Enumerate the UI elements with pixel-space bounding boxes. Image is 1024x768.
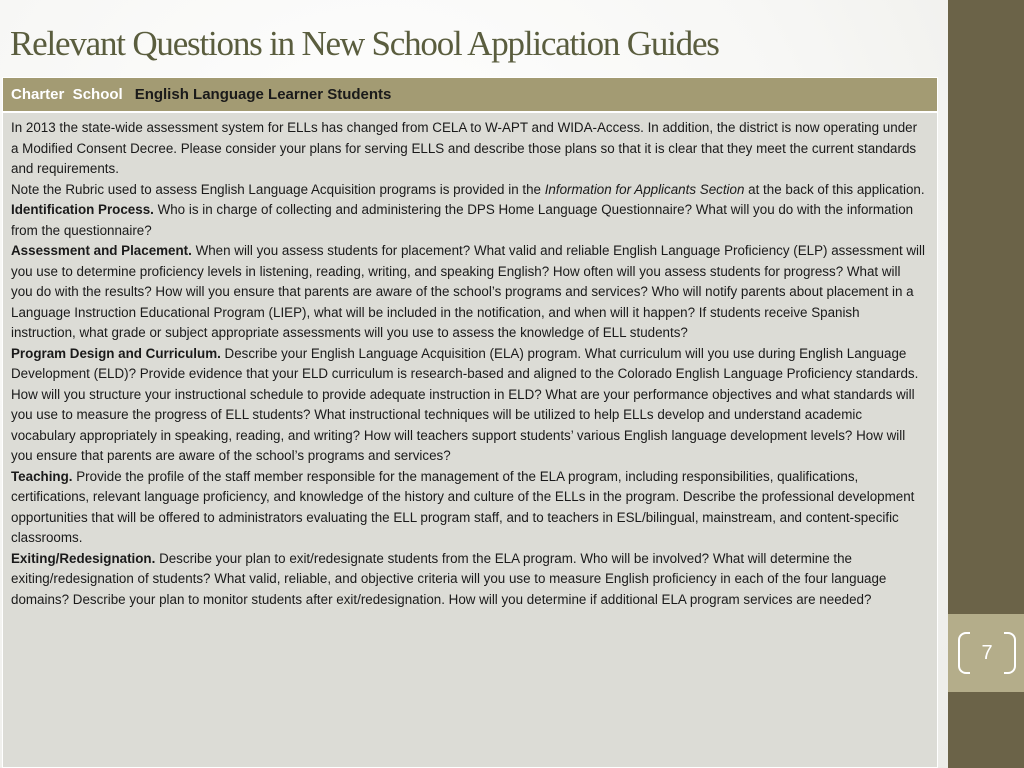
rubric-note xyxy=(11,180,925,201)
section-assessment xyxy=(11,241,925,344)
section-text: Describe your English Language Acquisition (ELA) program. What curriculum will you use during English Language Development (ELD)? Provide evidence that your ELD curriculum is research-based and aligned to the Colorado English Language Proficiency standards. How will you structure your instructional schedule to provide adequate instruction in ELD? What are your performance objectives and what standards will you use to measure the progress of ELL students? What instructional techniques will be utilized to help ELLs develop and understand academic vocabulary appropriately in speaking, reading, and writing? How will teachers support students’ various English language development levels? How will you ensure that parents are aware of the school’s programs and services? xyxy=(11,345,919,463)
table-header xyxy=(3,78,937,113)
section-exiting xyxy=(11,549,925,611)
slide-title: Relevant Questions in New School Application Guides xyxy=(10,24,719,63)
page-number: 7 xyxy=(981,642,993,664)
section-text: Describe your plan to exit/redesignate students from the ELA program. Who will be involved? What will determine the exiting/redesignation of students? What valid, reliable, and objective criteria will you use to measure English proficiency in each of the four language domains? Describe your plan to monitor students after exit/redesignation. How will you determine if additional ELA program services are needed? xyxy=(11,550,887,607)
section-heading: Identification Process. xyxy=(11,202,154,217)
rubric-note-end: at the back of this application. xyxy=(744,181,925,197)
section-teaching xyxy=(11,467,925,549)
section-heading: Exiting/Redesignation. xyxy=(11,550,156,566)
section-text: Who is in charge of collecting and administering the DPS Home Language Questionnaire? What will you do with the information from the questionnaire? xyxy=(11,202,914,238)
section-program-design xyxy=(11,344,925,467)
section-text: When will you assess students for placement? What valid and reliable English Language Proficiency (ELP) assessment will you use to determine proficiency levels in listening, reading, writing, and speaking English? How often will you assess students for progress? What will you do with the results? How will you ensure that parents are aware of the school’s programs and services? Who will notify parents about placement in a Language Instruction Educational Program (LIEP), what will be included in the notification, and when will it happen? If students receive Spanish instruction, what grade or subject appropriate assessments will you use to assess the knowledge of ELL students? xyxy=(11,243,925,340)
section-heading: Teaching. xyxy=(11,468,73,484)
rubric-note-text: Note the Rubric used to assess English Language Acquisition programs is provided in the xyxy=(11,181,545,197)
intro-paragraph: In 2013 the state-wide assessment system for ELLs has changed from CELA to W-APT and WIDA-Access. In addition, the district is now operating under a Modified Consent Decree. Please consider your plans for serving ELLS and describe those plans so that it is clear that they meet the current standards and requirements. xyxy=(11,120,918,176)
content-table xyxy=(2,77,938,768)
right-brace-icon xyxy=(1004,632,1016,674)
table-body xyxy=(3,113,937,767)
section-identification xyxy=(11,200,925,241)
section-heading: Program Design and Curriculum. xyxy=(11,345,221,361)
header-ell-students: English Language Learner Students xyxy=(134,86,392,103)
section-heading: Assessment and Placement. xyxy=(11,243,192,258)
header-charter-school: Charter School xyxy=(11,86,123,103)
section-text: Provide the profile of the staff member responsible for the management of the ELA program, including responsibilities, qualifications, certifications, relevant language proficiency, and knowledge of the history and culture of the ELLs in the program. Describe the professional development opportunities that will be offered to administrators evaluating the ELL program staff, and to teachers in ESL/bilingual, mainstream, and content-specific classrooms. xyxy=(11,468,915,545)
left-brace-icon xyxy=(958,632,970,674)
rubric-note-italic: Information for Applicants Section xyxy=(544,181,745,197)
